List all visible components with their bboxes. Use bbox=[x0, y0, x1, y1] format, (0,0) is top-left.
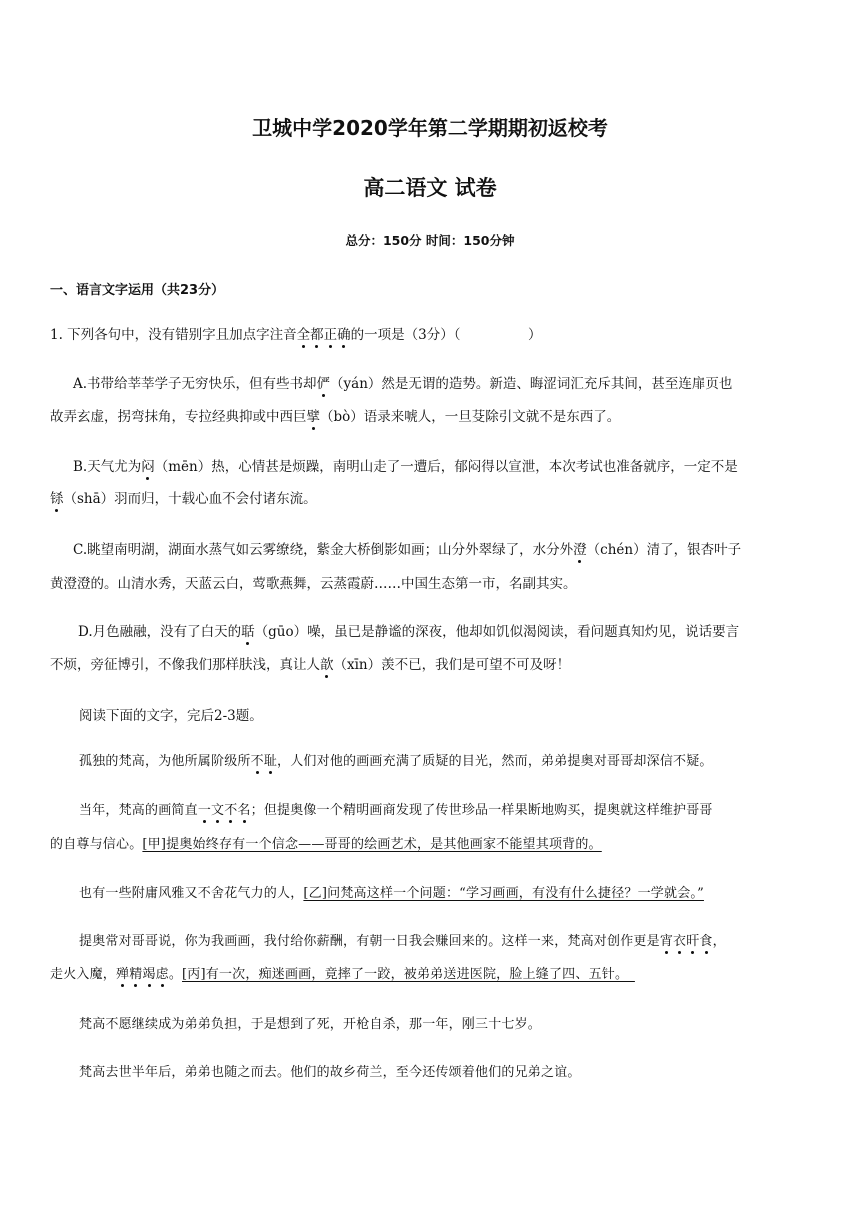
sentence-bing: [丙]有一次，痴迷画画，竟摔了一跤，被弟弟送进医院，脸上缝了四、五针。 bbox=[182, 967, 635, 982]
emphasis-dot-char: 铩 bbox=[50, 491, 64, 507]
option-c-line2: 黄澄澄的。山清水秀，天蓝云白，莺歌燕舞，云蒸霞蔚……中国生态第一市，名副其实。 bbox=[50, 576, 577, 592]
emphasis-dot-char: 聒 bbox=[241, 624, 255, 640]
passage-paragraph-4-line1: 提奥常对哥哥说，你为我画画，我付给你薪酬，有朝一日我会赚回来的。这样一来，梵高对创作更是宵衣旰食， bbox=[79, 934, 726, 949]
emphasis-dot-char: 旰 bbox=[686, 934, 700, 949]
exam-info: 总分：150分 时间：150分钟 bbox=[345, 233, 515, 248]
emphasis-dot-char: 耻 bbox=[263, 754, 278, 769]
emphasis-dot-char: 正 bbox=[323, 327, 338, 343]
emphasis-dot-char: 全 bbox=[296, 327, 311, 343]
emphasis-dot-char: 歆 bbox=[320, 657, 334, 673]
option-a-line2: 故弄玄虚，拐弯抹角，专拉经典抑或中西巨擘（bò）语录来唬人，一旦芟除引文就不是东西了。 bbox=[50, 409, 621, 425]
passage-paragraph-2-line1: 当年，梵高的画简直一文不名；但提奥像一个精明画商发现了传世珍品一样果断地购买，提奥就这样维护哥哥 bbox=[79, 803, 713, 818]
emphasis-dot-char: 虑 bbox=[155, 967, 169, 982]
emphasis-dot-char: 衣 bbox=[673, 934, 687, 949]
option-a-line1: A.书带给莘莘学子无穷快乐，但有些书却俨（yán）然是无谓的造势。新造、晦涩词汇充斥其间，甚至连扉页也 bbox=[73, 376, 733, 392]
option-d-line2: 不烦，旁征博引，不像我们那样肤浅，真让人歆（xīn）羡不已，我们是可望不可及呀！ bbox=[50, 657, 571, 673]
option-d-line1: D.月色融融，没有了白天的聒（gūo）噪，虽已是静谧的深夜，他却如饥似渴阅读，看问题真知灼见，说话要言 bbox=[78, 624, 740, 640]
passage-paragraph-3: 也有一些附庸风雅又不舍花气力的人，[乙]问梵高这样一个问题：“学习画画，有没有什么捷径？一学就会。” bbox=[79, 886, 704, 901]
emphasis-dot-char: 俨 bbox=[316, 376, 331, 392]
emphasis-dot-char: 闷 bbox=[141, 459, 155, 475]
emphasis-dot-char: 不 bbox=[250, 754, 264, 769]
option-c-line1: C.眺望南明湖，湖面水蒸气如云雾缭绕，紫金大桥倒影如画；山分外翠绿了，水分外澄（chén）清了，银杏叶子 bbox=[73, 542, 742, 558]
emphasis-dot-char: 擘 bbox=[306, 409, 320, 425]
reading-intro: 阅读下面的文字，完后2-3题。 bbox=[79, 708, 263, 724]
emphasis-dot-char: 一 bbox=[197, 803, 212, 818]
section-heading: 一、语言文字运用（共23分） bbox=[50, 283, 225, 298]
exam-title: 卫城中学2020学年第二学期期初返校考 bbox=[252, 116, 608, 140]
emphasis-dot-char: 都 bbox=[310, 327, 324, 343]
emphasis-dot-char: 宵 bbox=[659, 934, 674, 949]
emphasis-dot-char: 名 bbox=[237, 803, 251, 818]
emphasis-dot-char: 确 bbox=[337, 327, 351, 343]
question-1-stem: 1. 下列各句中，没有错别字且加点字注音全都正确的一项是（3分）（ ） bbox=[50, 327, 542, 343]
passage-paragraph-2-line2: 的自尊与信心。[甲]提奥始终存有一个信念——哥哥的绘画艺术，是其他画家不能望其项背的。 bbox=[50, 837, 602, 852]
emphasis-dot-char: 精 bbox=[129, 967, 143, 982]
sentence-jia: [甲]提奥始终存有一个信念——哥哥的绘画艺术，是其他画家不能望其项背的。 bbox=[142, 837, 602, 852]
exam-subtitle: 高二语文 试卷 bbox=[363, 176, 497, 200]
passage-paragraph-1: 孤独的梵高，为他所属阶级所不耻，人们对他的画画充满了质疑的目光，然而，弟弟提奥对哥哥却深信不疑。 bbox=[79, 754, 713, 769]
passage-paragraph-4-line2: 走火入魔，殚精竭虑。[丙]有一次，痴迷画画，竟摔了一跤，被弟弟送进医院，脸上缝了四、五针。 bbox=[50, 967, 635, 982]
emphasis-dot-char: 殚 bbox=[116, 967, 130, 982]
emphasis-dot-char: 不 bbox=[224, 803, 238, 818]
emphasis-dot-char: 澄 bbox=[573, 542, 587, 558]
option-b-line1: B.天气尤为闷（mēn）热，心情甚是烦躁，南明山走了一遭后，郁闷得以宣泄，本次考试也准备就序，一定不是 bbox=[73, 459, 738, 475]
emphasis-dot-char: 食 bbox=[699, 934, 713, 949]
emphasis-dot-char: 文 bbox=[211, 803, 225, 818]
emphasis-dot-char: 竭 bbox=[142, 967, 156, 982]
option-b-line2: 铩（shā）羽而归，十载心血不会付诸东流。 bbox=[50, 491, 317, 507]
passage-paragraph-6: 梵高去世半年后，弟弟也随之而去。他们的故乡荷兰，至今还传颂着他们的兄弟之谊。 bbox=[79, 1065, 581, 1080]
passage-paragraph-5: 梵高不愿继续成为弟弟负担，于是想到了死，开枪自杀，那一年，刚三十七岁。 bbox=[79, 1017, 542, 1032]
sentence-yi: [乙]问梵高这样一个问题：“学习画画，有没有什么捷径？一学就会。” bbox=[303, 886, 704, 901]
